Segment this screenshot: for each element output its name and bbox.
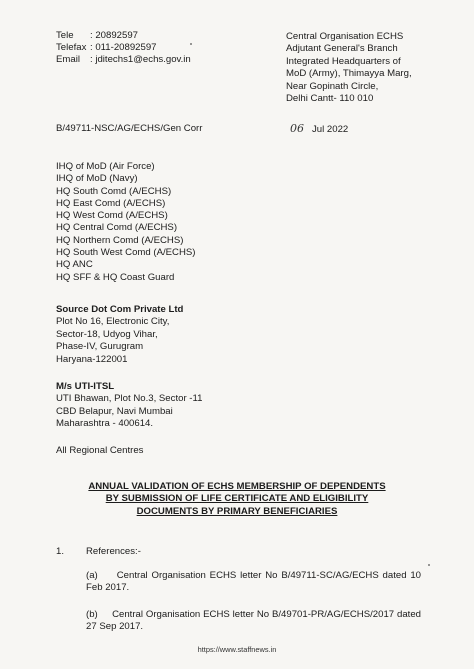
company2-line: CBD Belapur, Navi Mumbai bbox=[56, 405, 173, 417]
org-address-line: Adjutant General's Branch bbox=[286, 43, 398, 55]
addressee-item: HQ Central Comd (A/ECHS) bbox=[56, 222, 178, 234]
addressee-item: HQ Northern Comd (A/ECHS) bbox=[56, 234, 184, 246]
reference-a-label: (a) bbox=[86, 570, 98, 581]
subject-line: DOCUMENTS BY PRIMARY BENEFICIARIES bbox=[136, 505, 338, 517]
addressee-list bbox=[56, 161, 196, 284]
addressee-item: HQ South West Comd (A/ECHS) bbox=[56, 247, 196, 259]
telefax-value: : 011-20892597 bbox=[90, 42, 157, 53]
addressee-item: HQ ANC bbox=[56, 259, 93, 271]
tele-label: Tele bbox=[56, 30, 74, 41]
org-address-line: Near Gopinath Circle, bbox=[286, 80, 379, 92]
reference-a bbox=[86, 570, 421, 594]
reference-b-label: (b) bbox=[86, 609, 98, 620]
company1-address bbox=[56, 304, 183, 366]
telefax-label: Telefax bbox=[56, 42, 87, 53]
org-address-line: Delhi Cantt- 110 010 bbox=[286, 93, 374, 105]
regional-centres: All Regional Centres bbox=[56, 445, 144, 456]
reference-number: B/49711-NSC/AG/ECHS/Gen Corr bbox=[56, 123, 203, 134]
company1-line: Sector-18, Udyog Vihar, bbox=[56, 328, 158, 340]
company1-line: Phase-IV, Gurugram bbox=[56, 341, 144, 353]
company1-name: Source Dot Com Private Ltd bbox=[56, 304, 184, 315]
subject-heading bbox=[0, 481, 474, 518]
addressee-item: HQ SFF & HQ Coast Guard bbox=[56, 271, 175, 283]
org-address-line: MoD (Army), Thimayya Marg, bbox=[286, 68, 412, 80]
company1-line: Plot No 16, Electronic City, bbox=[56, 316, 170, 328]
subject-line: ANNUAL VALIDATION OF ECHS MEMBERSHIP OF DEPENDENTS bbox=[88, 481, 386, 492]
contact-block bbox=[56, 30, 191, 66]
reference-b bbox=[86, 609, 421, 633]
company2-line: Maharashtra - 400614. bbox=[56, 418, 154, 430]
paragraph-1-heading bbox=[56, 546, 141, 558]
company2-address bbox=[56, 381, 202, 431]
org-address-line: Central Organisation ECHS bbox=[286, 31, 404, 42]
addressee-item: HQ West Comd (A/ECHS) bbox=[56, 210, 168, 222]
scan-speck bbox=[190, 43, 192, 45]
date-day: 06 bbox=[290, 122, 304, 135]
company2-name: M/s UTI-ITSL bbox=[56, 381, 115, 392]
addressee-item: IHQ of MoD (Navy) bbox=[56, 173, 138, 185]
scan-speck bbox=[428, 564, 430, 566]
email-label: Email bbox=[56, 54, 80, 65]
addressee-item: HQ South Comd (A/ECHS) bbox=[56, 185, 172, 197]
date-month-year: Jul 2022 bbox=[312, 124, 349, 135]
org-address-block bbox=[286, 31, 412, 105]
company1-line: Haryana-122001 bbox=[56, 353, 128, 365]
addressee-item: IHQ of MoD (Air Force) bbox=[56, 161, 155, 172]
addressee-item: HQ East Comd (A/ECHS) bbox=[56, 197, 166, 209]
paragraph-number: 1. bbox=[56, 546, 65, 557]
letter-date bbox=[290, 123, 348, 136]
reference-b-text: Central Organisation ECHS letter No B/49701-PR/AG/ECHS/2017 dated 27 Sep 2017. bbox=[86, 609, 421, 632]
email-value: : jditechs1@echs.gov.in bbox=[90, 54, 191, 65]
company2-line: UTI Bhawan, Plot No.3, Sector -11 bbox=[56, 393, 203, 405]
paragraph-title: References:- bbox=[86, 546, 141, 557]
reference-a-text: Central Organisation ECHS letter No B/49711-SC/AG/ECHS dated 10 Feb 2017. bbox=[86, 570, 422, 593]
org-address-line: Integrated Headquarters of bbox=[286, 55, 401, 67]
subject-line: BY SUBMISSION OF LIFE CERTIFICATE AND ELIGIBILITY bbox=[105, 493, 369, 505]
footer-url: https://www.staffnews.in bbox=[197, 645, 277, 654]
tele-value: : 20892597 bbox=[90, 30, 139, 41]
